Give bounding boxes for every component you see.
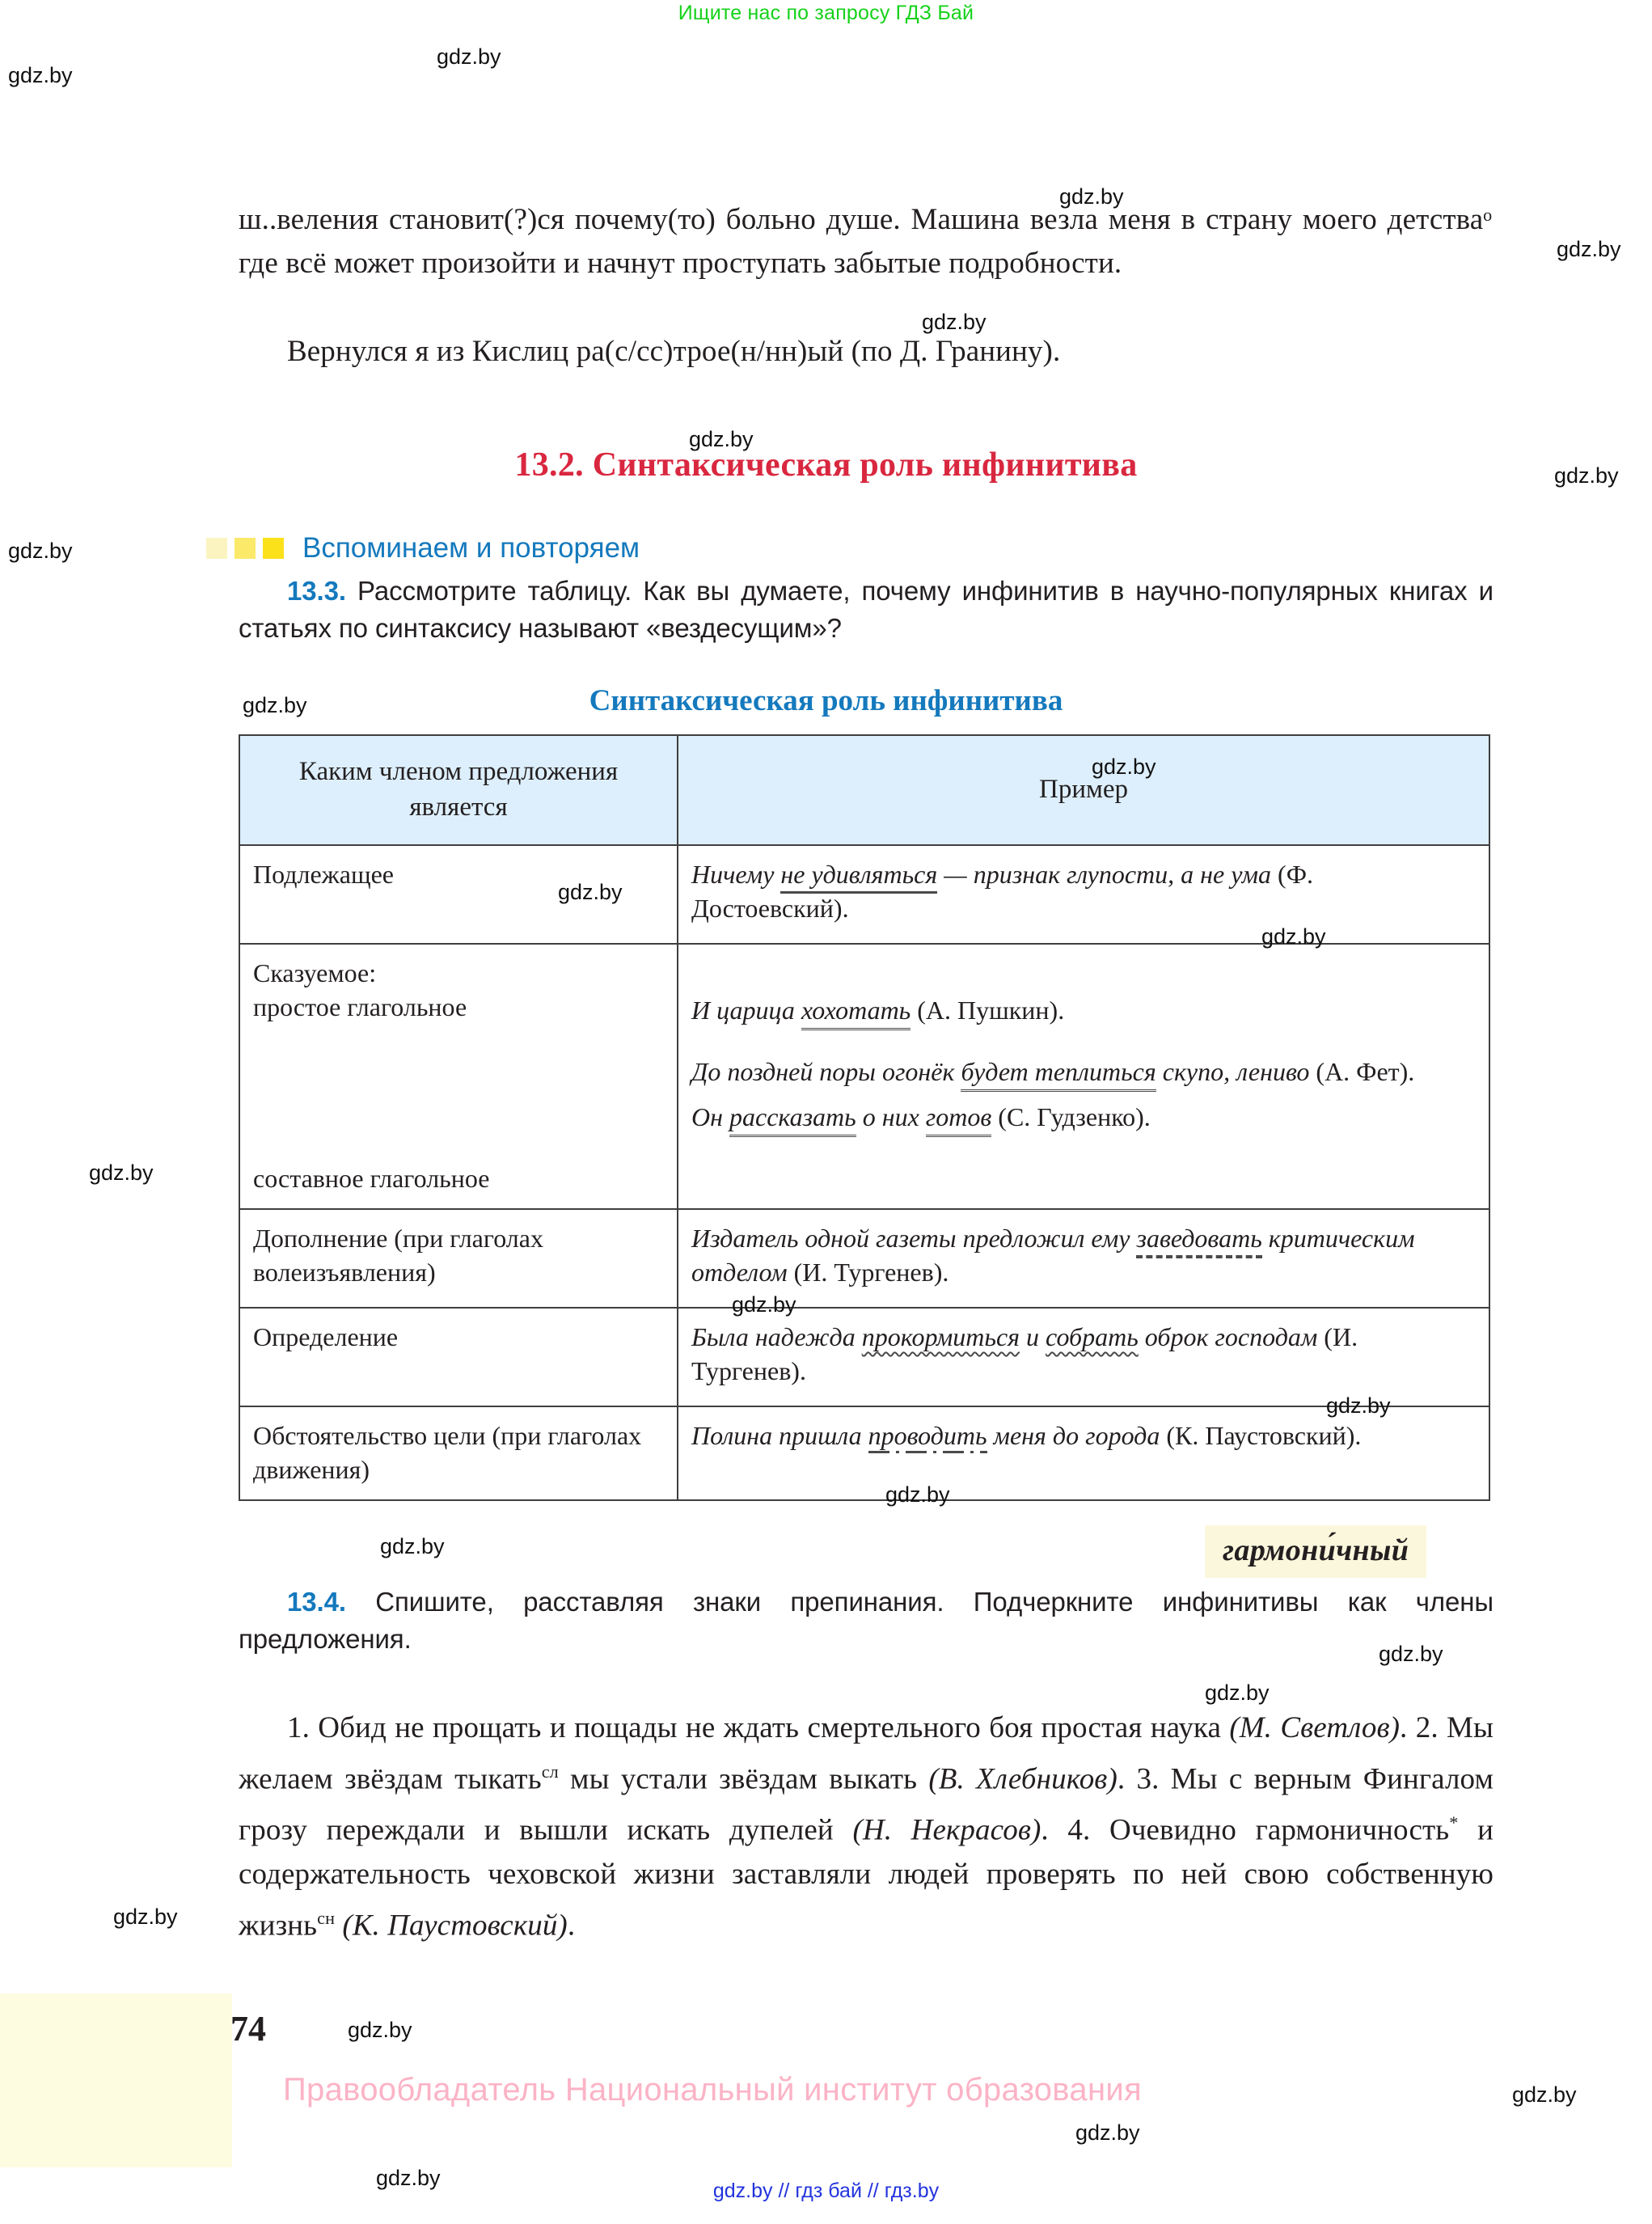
gdz-watermark: gdz.by [1379, 1642, 1443, 1666]
exercise-13-3-text: Рассмотрите таблицу. Как вы думаете, почему инфинитив в научно-популярных книгах и статьях по синтаксису называют «вездесущим»? [239, 576, 1494, 643]
exercise-13-3 [239, 573, 1494, 647]
example-author: (С. Гудзенко). [991, 1102, 1151, 1131]
top-paragraph-line2: Вернулся я из Кислиц ра(с/сс)трое(н/нн)ый (по Д. Гранину). [287, 335, 1061, 368]
table-row [239, 944, 1489, 1209]
gdz-watermark: gdz.by [437, 44, 501, 69]
exercise-13-4 [239, 1583, 1494, 1658]
top-paragraph [239, 198, 1492, 285]
gdz-watermark: gdz.by [8, 63, 73, 87]
table-cell-role: Обстоятельство цели (при глаголах движения) [239, 1406, 678, 1500]
rubric-square-2-icon [234, 538, 256, 559]
sentence-3-author: (Н. Некрасов) [852, 1813, 1041, 1847]
exercise-13-4-body: 1. Обид не прощать и пощады не ждать смертельного боя простая наука (М. Светлов). 2. Мы желаем звёздам тыкать$^{сл}$ мы устали звёздам выкать (В. Хлебников). 3. Мы с верным Фингалом грозу переждали и вышли искать дупелей (Н. Некрасов). 4. Очевидно гармоничность* и содержательность чеховской жизни заставляли людей проверять по ней свою собственную жизнь$^{сн}$ (К. Паустовский). [239, 1711, 1494, 1942]
sentence-4-number: 4. [1067, 1813, 1091, 1847]
gdz-watermark: gdz.by [89, 1161, 154, 1185]
sentence-3-text: Мы с верным Фингалом грозу переждали и вышли искать дупелей [239, 1762, 1494, 1847]
table-cell-example [678, 845, 1489, 944]
table-row [239, 1308, 1489, 1406]
example-author: (К. Паустовский). [1160, 1421, 1362, 1450]
bottom-links[interactable]: gdz.by // гдз бай // гдз.by [712, 2180, 940, 2202]
example-sentence: Издатель одной газеты предложил ему заведовать критическим отделом (И. Тургенев). [691, 1224, 1415, 1287]
sentence-1-number: 1. [287, 1711, 310, 1744]
copyright-overlay: Правообладатель Национальный институт образования [283, 2072, 1142, 2108]
table-header-role: Каким членом предложения является [239, 735, 678, 845]
example-sentence: Полина пришла проводить меня до города (К. Паустовский). [691, 1419, 1476, 1452]
sentence-3-number: 3. [1136, 1762, 1160, 1796]
gdz-watermark: gdz.by [1554, 463, 1619, 488]
gdz-watermark: gdz.by [922, 310, 987, 334]
gdz-watermark: gdz.by [376, 2166, 441, 2190]
underline-predicate: хохотать [801, 996, 911, 1030]
underline-subject: не удивляться [780, 860, 937, 894]
sentence-4-author: (К. Паустовский) [335, 1908, 568, 1942]
promo-banner: Ищите нас по запросу ГДЗ Бай [678, 2, 974, 24]
example-author: (А. Фет). [1309, 1057, 1415, 1086]
gdz-watermark: gdz.by [885, 1482, 950, 1507]
exercise-13-4-number: 13.4. [287, 1587, 346, 1617]
sentence-4-superscript-sn: сн [317, 1907, 336, 1928]
gdz-watermark: gdz.by [1075, 2120, 1140, 2145]
top-paragraph-line1: ш..веления становит(?)ся почему(то) больно душе. Машина везла меня в страну моего детстваᵒ где всё может произойти и начнут проступать забытые подробности. [239, 203, 1492, 280]
gdz-watermark: gdz.by [1557, 237, 1621, 261]
role-line-2: простое глагольное [253, 992, 467, 1021]
role-line-3: составное глагольное [253, 1164, 490, 1193]
underline-predicate: готов [926, 1102, 991, 1137]
gdz-watermark: gdz.by [1512, 2082, 1577, 2107]
sentence-2-text-a: Мы желаем звёздам тыкать [239, 1711, 1494, 1796]
rubric-square-1-icon [206, 538, 227, 559]
underline-attribute: собрать [1046, 1322, 1139, 1351]
sentence-2-number: 2. [1415, 1711, 1439, 1744]
page-number-backdrop [0, 1994, 232, 2167]
top-paragraph-2 [239, 330, 1492, 374]
example-author: (И. Тургенев). [691, 1322, 1358, 1385]
example-sentence: До поздней поры огонёк будет теплиться скупо, лениво (А. Фет). [691, 1055, 1476, 1089]
exercise-13-3-number: 13.3. [287, 576, 346, 606]
vocabulary-word-box: гармони́чный [1205, 1525, 1426, 1578]
example-sentence: Ничему не удивляться — признак глупости, а не ума (Ф. Достоевский). [691, 860, 1313, 923]
table-cell-role: Определение [239, 1308, 678, 1406]
gdz-watermark: gdz.by [8, 539, 73, 563]
gdz-watermark: gdz.by [689, 427, 754, 451]
underline-predicate: будет теплиться [961, 1057, 1156, 1092]
sentence-2-author: (В. Хлебников) [928, 1762, 1118, 1796]
sentence-4-text-b: и содержательность чеховской жизни заставляли людей проверять по ней свою собственную жизнь [239, 1813, 1494, 1942]
table-row [239, 845, 1489, 944]
gdz-watermark: gdz.by [558, 880, 623, 904]
sentence-1-author: (М. Светлов) [1229, 1711, 1401, 1744]
underline-attribute: прокормиться [861, 1322, 1020, 1351]
gdz-watermark: gdz.by [113, 1905, 178, 1929]
example-sentence: Была надежда прокормиться и собрать оброк господам (И. Тургенев). [691, 1322, 1358, 1385]
gdz-watermark: gdz.by [243, 693, 307, 717]
syntactic-role-table [239, 734, 1490, 1501]
table-cell-example [678, 1209, 1489, 1308]
rubric-remember-and-repeat [206, 532, 640, 564]
underline-adverbial: проводить [868, 1421, 987, 1453]
sentence-2-superscript: сл [541, 1761, 559, 1782]
table-cell-role [239, 944, 678, 1209]
example-author: (А. Пушкин). [911, 996, 1065, 1025]
gdz-watermark: gdz.by [732, 1292, 796, 1317]
role-line-1: Сказуемое: [253, 958, 377, 987]
table-cell-example [678, 944, 1489, 1209]
rubric-label: Вспоминаем и повторяем [302, 532, 640, 564]
underline-predicate: рассказать [729, 1102, 856, 1137]
gdz-watermark: gdz.by [1261, 924, 1326, 949]
example-author: (Ф. Достоевский). [691, 860, 1313, 923]
underline-object: заведовать [1136, 1224, 1261, 1258]
sentence-4-text-a: Очевидно гармоничность [1090, 1813, 1450, 1847]
gdz-watermark: gdz.by [348, 2018, 412, 2042]
gdz-watermark: gdz.by [1092, 755, 1156, 779]
rubric-square-3-icon [263, 538, 284, 559]
gdz-watermark: gdz.by [1205, 1681, 1270, 1705]
sentence-1-text: Обид не прощать и пощады не ждать смертельного боя простая наука [309, 1711, 1230, 1744]
table-cell-example [678, 1406, 1489, 1500]
exercise-13-4-text: Спишите, расставляя знаки препинания. Подчеркните инфинитивы как члены предложения. [239, 1587, 1494, 1654]
table-caption: Синтаксическая роль инфинитива [589, 684, 1063, 717]
example-sentence: И царица хохотать (А. Пушкин). [691, 993, 1476, 1027]
sentence-4-tail: . [567, 1908, 576, 1942]
gdz-watermark: gdz.by [1059, 184, 1124, 209]
sentence-4-superscript-star: * [1449, 1812, 1459, 1833]
table-cell-example [678, 1308, 1489, 1406]
table-cell-role: Подлежащее [239, 845, 678, 944]
gdz-watermark: gdz.by [380, 1534, 445, 1558]
table-row [239, 1406, 1489, 1500]
table-header-example: Пример [678, 735, 1489, 845]
table-header-row [239, 735, 1489, 845]
page-number: 74 [230, 2009, 266, 2049]
table-row [239, 1209, 1489, 1308]
example-author: (И. Тургенев). [787, 1258, 949, 1287]
sentence-2-text-b: мы устали звёздам выкать [558, 1762, 929, 1796]
section-title: 13.2. Синтаксическая роль инфинитива [514, 446, 1138, 484]
example-sentence: Он рассказать о них готов (С. Гудзенко). [691, 1100, 1476, 1134]
table-cell-role: Дополнение (при глаголах волеизъявления) [239, 1209, 678, 1308]
gdz-watermark: gdz.by [1326, 1393, 1391, 1418]
